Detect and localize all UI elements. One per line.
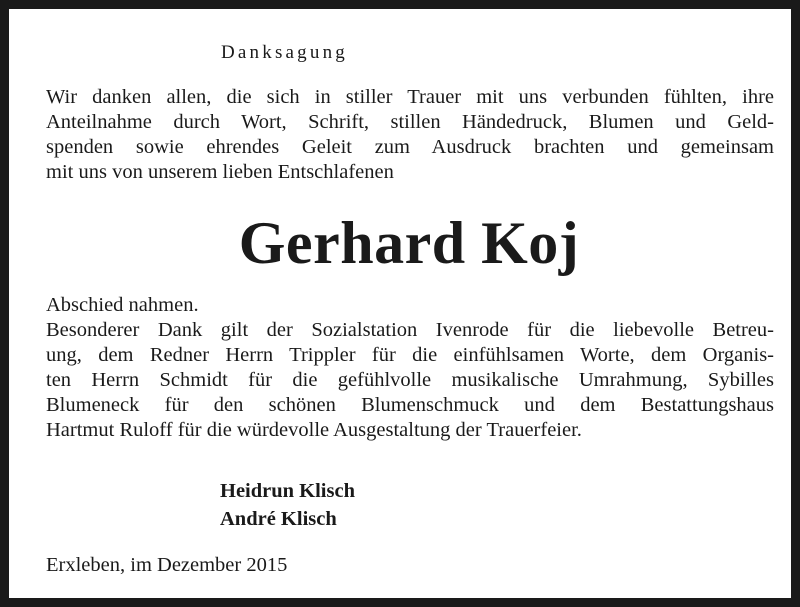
intro-line: spenden sowie ehrendes Geleit zum Ausdruck brachten und gemeinsam xyxy=(46,136,774,158)
body-line: ten Herrn Schmidt für die gefühlvolle musikalische Umrahmung, Sybilles xyxy=(46,369,774,391)
signer-name: André Klisch xyxy=(220,508,337,530)
body-line: Abschied nahmen. xyxy=(46,294,199,316)
body-paragraph xyxy=(46,293,774,443)
body-line: ung, dem Redner Herrn Trippler für die einfühlsamen Worte, dem Organis- xyxy=(46,344,774,366)
intro-line: mit uns von unserem lieben Entschlafenen xyxy=(46,161,394,183)
place-date: Erxleben, im Dezember 2015 xyxy=(46,554,288,576)
body-line: Hartmut Ruloff für die würdevolle Ausgestaltung der Trauerfeier. xyxy=(46,419,582,441)
notice-heading: Danksagung xyxy=(221,42,348,63)
deceased-name: Gerhard Koj xyxy=(238,210,580,276)
intro-line: Wir danken allen, die sich in stiller Trauer mit uns verbunden fühlten, ihre xyxy=(46,86,774,108)
intro-line: Anteilnahme durch Wort, Schrift, stillen Händedruck, Blumen und Geld- xyxy=(46,111,774,133)
signers-block xyxy=(220,477,355,533)
body-line: Blumeneck für den schönen Blumenschmuck und dem Bestattungshaus xyxy=(46,394,774,416)
intro-paragraph xyxy=(46,85,774,185)
signer-name: Heidrun Klisch xyxy=(220,480,355,502)
body-line: Besonderer Dank gilt der Sozialstation Ivenrode für die liebevolle Betreu- xyxy=(46,319,774,341)
